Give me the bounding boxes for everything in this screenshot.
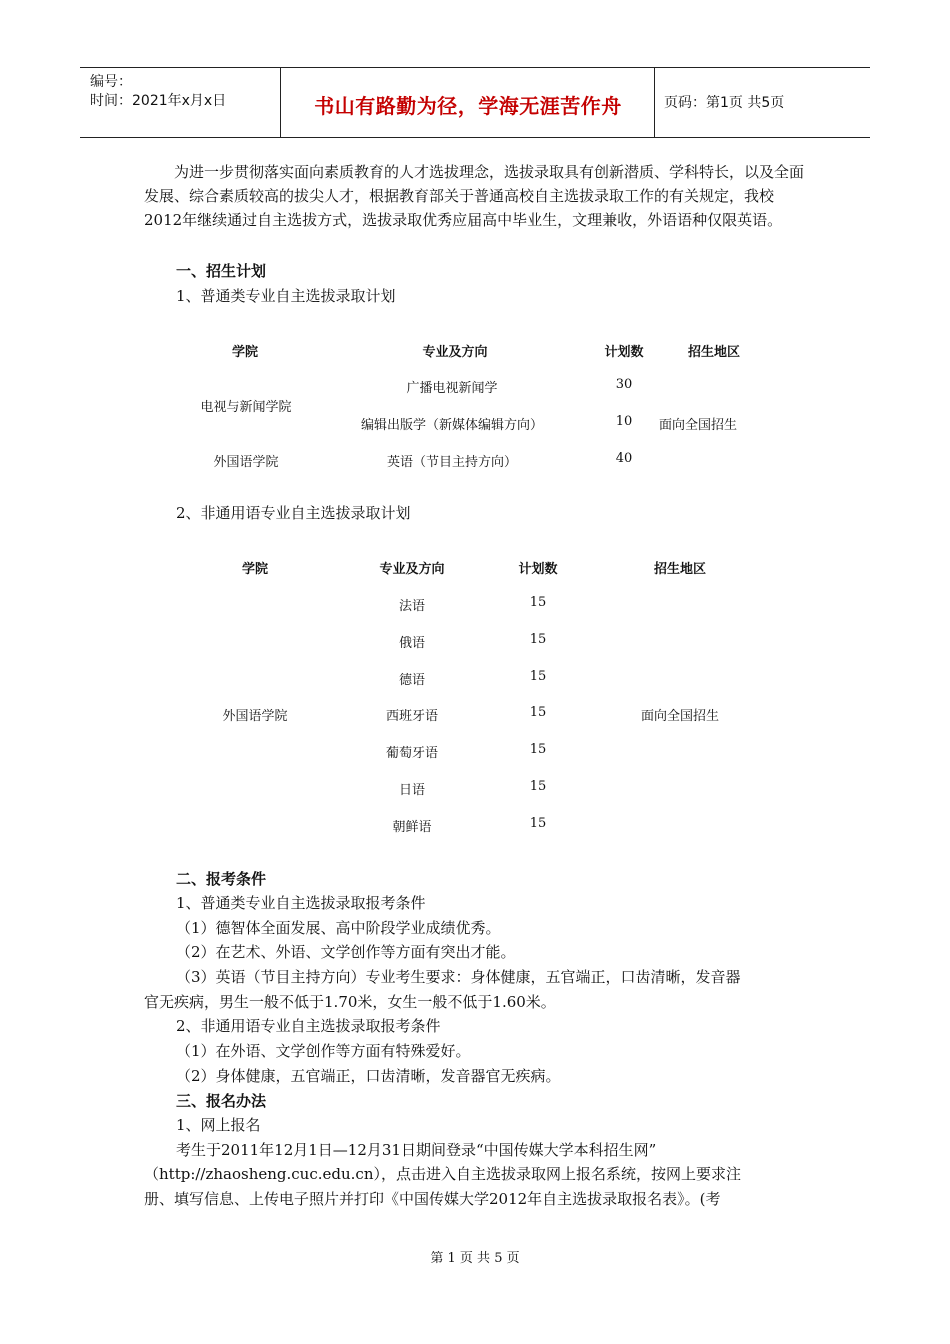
page-footer: 第 1 页 共 5 页 [430, 1251, 520, 1266]
table-cell-count: 15 [529, 669, 547, 684]
page-header [80, 67, 870, 138]
table-header: 专业及方向 [422, 345, 488, 360]
table-cell-region: 面向全国招生 [658, 418, 737, 433]
doc-time-label: 时间：2021年x月x日 [90, 93, 227, 109]
table-header: 计划数 [604, 345, 644, 360]
table-cell-count: 15 [529, 779, 547, 794]
table-cell-college: 外国语学院 [213, 455, 279, 470]
table-cell-college: 外国语学院 [222, 709, 288, 724]
table-header: 学院 [241, 562, 268, 577]
table-header: 计划数 [518, 562, 558, 577]
table-cell-region: 面向全国招生 [640, 709, 719, 724]
table-header: 招生地区 [687, 345, 740, 360]
header-page-info: 页码：第1页 共5页 [664, 95, 785, 111]
registration-text: 考生于2011年12月1日—12月31日期间登录“中国传媒大学本科招生网” [176, 1141, 657, 1159]
table-header: 学院 [231, 345, 258, 360]
table-cell-college: 电视与新闻学院 [200, 400, 292, 415]
section-1-sub-1: 1、普通类专业自主选拔录取计划 [176, 287, 396, 305]
condition-item: （2）身体健康，五官端正，口齿清晰，发音器官无疾病。 [176, 1067, 561, 1085]
table-cell-count: 15 [529, 816, 547, 831]
table-cell-count: 15 [529, 632, 547, 647]
section-2-title: 二、报考条件 [176, 870, 267, 888]
table-cell-major: 日语 [398, 783, 425, 798]
table-cell-major: 朝鲜语 [392, 820, 432, 835]
table-cell-major: 德语 [398, 673, 425, 688]
section-3-sub-1: 1、网上报名 [176, 1116, 261, 1134]
condition-item: （1）德智体全面发展、高中阶段学业成绩优秀。 [176, 919, 501, 937]
table-header: 招生地区 [653, 562, 706, 577]
registration-text: 册、填写信息、上传电子照片并打印《中国传媒大学2012年自主选拔录取报名表》。(考 [144, 1190, 721, 1208]
table-cell-count: 15 [529, 705, 547, 720]
section-1-sub-2: 2、非通用语专业自主选拔录取计划 [176, 504, 411, 522]
section-1-title: 一、招生计划 [176, 262, 267, 280]
section-2-sub-1: 1、普通类专业自主选拔录取报考条件 [176, 894, 426, 912]
table-cell-count: 15 [529, 595, 547, 610]
intro-paragraph: 为进一步贯彻落实面向素质教育的人才选拔理念，选拔录取具有创新潜质、学科特长，以及全面发展、综合素质较高的拔尖人才，根据教育部关于普通高校自主选拔录取工作的有关规定，我校2012年继续通过自主选拔方式，选拔录取优秀应届高中毕业生，文理兼收，外语语种仅限英语。 [144, 163, 805, 229]
condition-item: （3）英语（节目主持方向）专业考生要求：身体健康，五官端正，口齿清晰，发音器 [176, 968, 741, 986]
table-cell-count: 40 [615, 451, 633, 466]
table-cell-major: 俄语 [398, 636, 425, 651]
table-cell-major: 西班牙语 [385, 709, 438, 724]
section-2-sub-2: 2、非通用语专业自主选拔录取报考条件 [176, 1017, 441, 1035]
registration-text: （http://zhaosheng.cuc.edu.cn），点击进入自主选拔录取网上报名系统，按网上要求注 [144, 1165, 741, 1183]
table-cell-major: 葡萄牙语 [385, 746, 438, 761]
condition-item: 官无疾病，男生一般不低于1.70米，女生一般不低于1.60米。 [144, 993, 556, 1011]
table-cell-count: 15 [529, 742, 547, 757]
section-3-title: 三、报名办法 [176, 1092, 267, 1110]
table-header: 专业及方向 [379, 562, 445, 577]
table-cell-major: 法语 [398, 599, 425, 614]
table-cell-major: 英语（节目主持方向） [386, 455, 517, 470]
header-motto: 书山有路勤为径，学海无涯苦作舟 [314, 94, 622, 118]
table-cell-major: 编辑出版学（新媒体编辑方向） [360, 418, 543, 433]
condition-item: （2）在艺术、外语、文学创作等方面有突出才能。 [176, 943, 516, 961]
table-cell-major: 广播电视新闻学 [406, 381, 498, 396]
table-cell-count: 30 [615, 377, 633, 392]
condition-item: （1）在外语、文学创作等方面有特殊爱好。 [176, 1042, 471, 1060]
doc-number-label: 编号： [90, 74, 132, 90]
table-cell-count: 10 [615, 414, 633, 429]
